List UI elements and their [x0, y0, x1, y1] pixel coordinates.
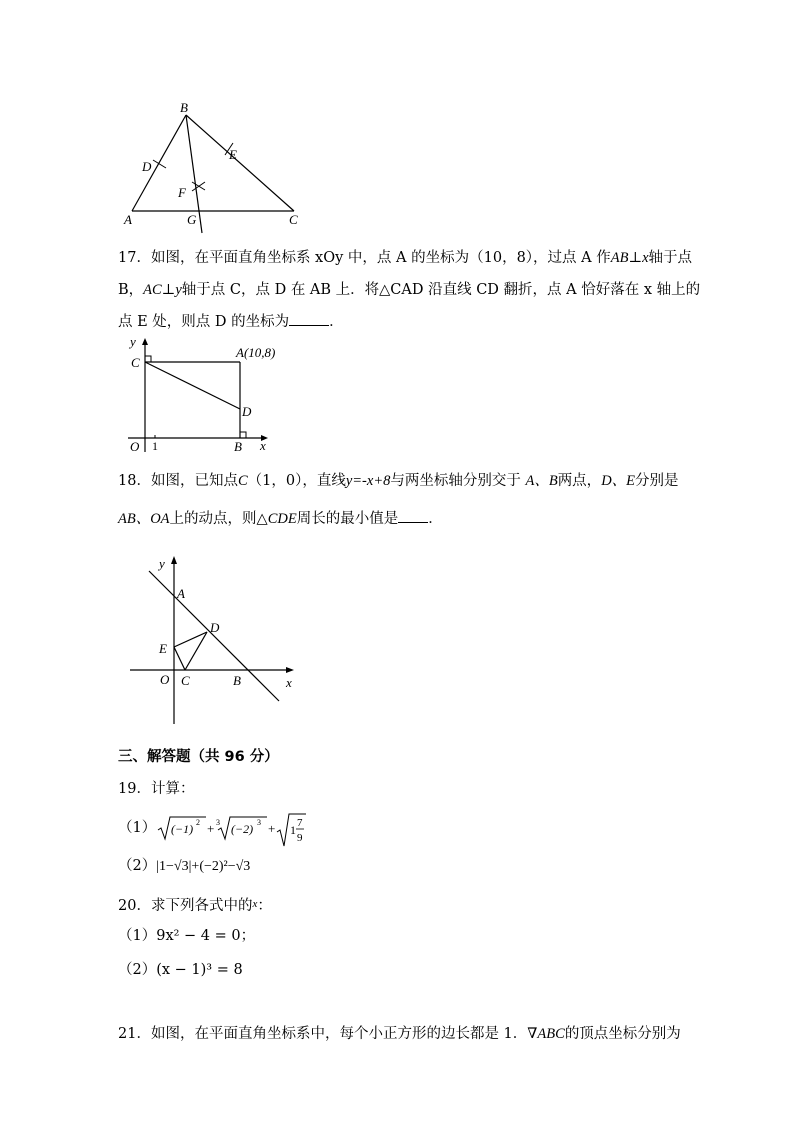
axis-label-y: y [159, 556, 165, 571]
label-d: D [142, 159, 152, 174]
q17-figure [118, 334, 278, 454]
segment-cd [145, 362, 240, 409]
svg-text:(−1): (−1) [171, 822, 194, 836]
label-d: D [242, 404, 252, 419]
label-e: E [229, 147, 237, 162]
segment-ce [174, 647, 185, 670]
svg-text:3: 3 [216, 818, 220, 827]
axis-label-x: x [286, 675, 292, 690]
q20-part2: （2）(x − 1)³ = 8 [118, 962, 243, 978]
label-b: B [233, 673, 241, 688]
label-b: B [180, 100, 188, 115]
q17-line1: 17．如图，在平面直角坐标系 xOy 中，点 A 的坐标为（10，8），过点 A 作AB⊥x轴于点 [118, 250, 693, 266]
q18-line1: 18．如图，已知点C（1，0），直线y=-x+8与两坐标轴分别交于 A、B两点，D、E分别是 [118, 473, 679, 489]
svg-text:7: 7 [297, 817, 303, 829]
svg-text:3: 3 [257, 818, 261, 827]
q19-part2-expression: |1−√3|+(−2)²−√3 [156, 859, 251, 874]
q19-part2: （2）|1−√3|+(−2)²−√3 [118, 858, 251, 874]
label-d: D [210, 620, 220, 635]
label-f: F [178, 185, 186, 200]
label-a: A [124, 212, 132, 227]
label-o: O [130, 439, 140, 454]
axis-label-y: y [130, 334, 136, 349]
y-axis-arrow [142, 338, 148, 345]
svg-text:+: + [268, 821, 276, 836]
label-one: 1 [152, 439, 158, 453]
q18-line-equation: y=-x+8 [345, 473, 391, 489]
right-angle-b [240, 432, 246, 438]
q17-line3: 点 E 处，则点 D 的坐标为 ． [118, 311, 344, 332]
svg-text:2: 2 [196, 818, 200, 827]
answer-blank [398, 508, 428, 523]
x-axis-arrow [286, 667, 294, 673]
label-a: A [177, 586, 185, 601]
svg-text:+: + [207, 821, 215, 836]
answer-blank [289, 311, 329, 326]
label-c: C [289, 212, 298, 227]
q17-line2: B，AC⊥y轴于点 C，点 D 在 AB 上．将△CAD 沿直线 CD 翻折，点 A 恰好落在 x 轴上的 [118, 282, 701, 298]
q18-figure [118, 548, 308, 728]
axis-label-x: x [260, 438, 266, 453]
q18-line2: AB、OA上的动点，则△CDE周长的最小值是 ． [118, 508, 443, 529]
segment-dc [185, 632, 207, 670]
svg-text:(−2): (−2) [231, 822, 254, 836]
q20-part1: （1）9x² − 4 = 0； [118, 928, 256, 944]
right-angle-c [145, 356, 151, 362]
q21-line1: 21．如图，在平面直角坐标系中，每个小正方形的边长都是 1．∇ABC的顶点坐标分别为 [118, 1026, 681, 1042]
q19-part1-expression [156, 812, 306, 848]
label-b: B [234, 439, 242, 454]
label-c: C [131, 355, 140, 370]
side-bc [186, 115, 294, 211]
q17-math-ab-perp-x: AB⊥x [610, 250, 649, 266]
label-c: C [181, 673, 190, 688]
label-a: A(10,8) [236, 345, 276, 360]
y-axis-arrow [171, 556, 177, 564]
label-g: G [187, 212, 197, 227]
label-o: O [160, 672, 170, 687]
q17-math-ac-perp-y: AC⊥y [143, 282, 182, 298]
label-e: E [159, 641, 167, 656]
svg-text:9: 9 [297, 832, 303, 844]
svg-text:1: 1 [290, 823, 296, 837]
triangle-figure [118, 100, 318, 235]
section-title: 三、解答题（共 96 分） [118, 749, 279, 765]
q20-title: 20．求下列各式中的$^x$： [118, 898, 272, 914]
q19-title: 19．计算： [118, 781, 195, 797]
